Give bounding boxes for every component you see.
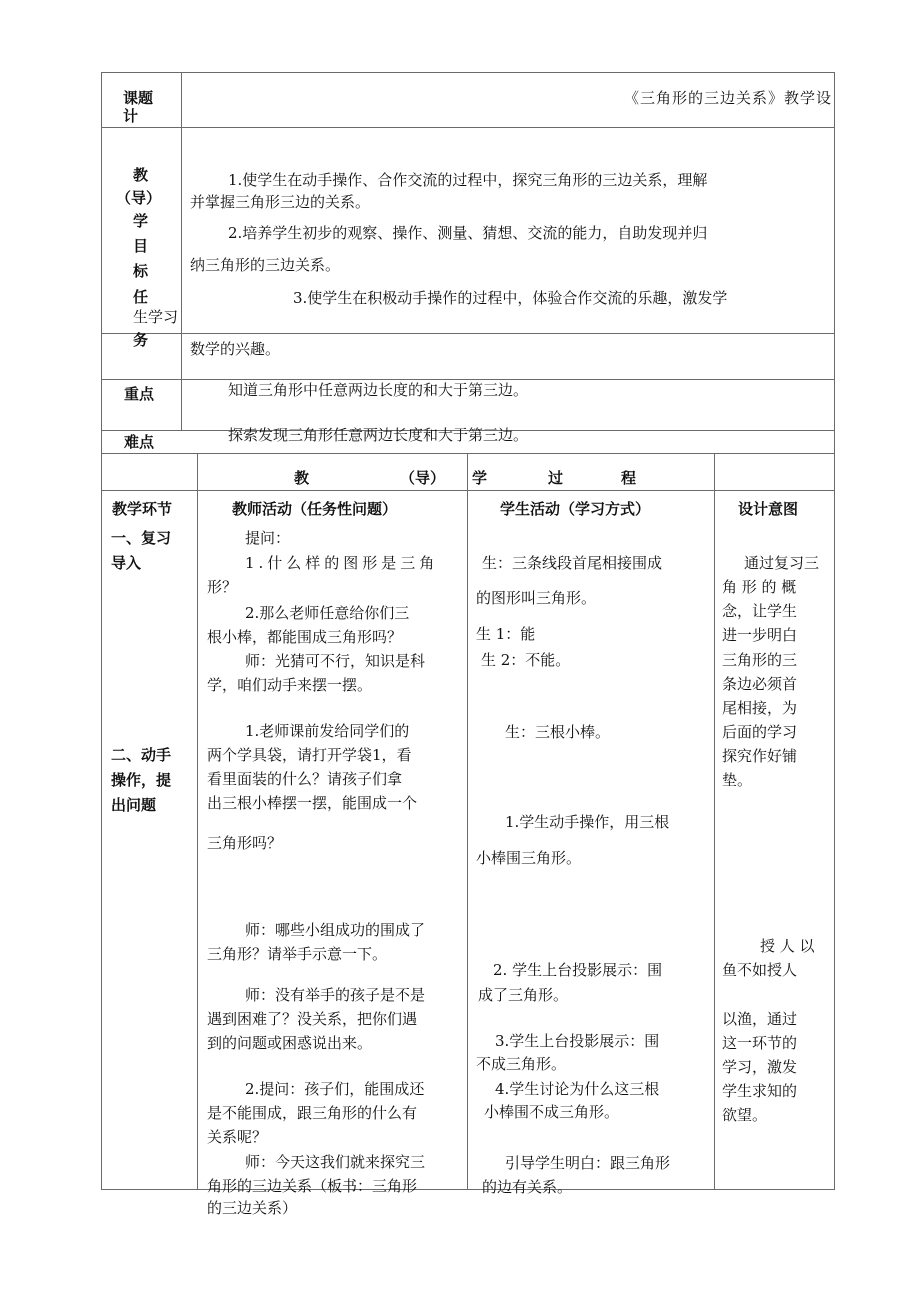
table-right-border — [834, 72, 835, 1190]
column-header-stage: 教学环节 — [112, 500, 173, 518]
column-header-intent: 设计意图 — [738, 500, 799, 518]
teacher-line: 2.提问：孩子们，能围成还 — [245, 1080, 425, 1098]
column-divider — [197, 453, 198, 1190]
row-divider — [101, 127, 835, 128]
student-line: 2. 学生上台投影展示：围 — [493, 961, 663, 979]
process-header-char: 教 — [294, 469, 310, 487]
teacher-line: 提问： — [245, 529, 291, 547]
intent-line: 进一步明白 — [722, 626, 798, 644]
intent-line: 后面的学习 — [722, 723, 798, 741]
objectives-label-char: 任 — [133, 288, 149, 306]
teacher-line: 两个学具袋，请打开学袋1，看 — [207, 746, 412, 764]
teacher-line: 关系呢？ — [207, 1128, 268, 1146]
teacher-line: 师：光猜可不行，知识是科 — [245, 652, 426, 670]
student-line: 生：三条线段首尾相接围成 — [482, 554, 663, 572]
intent-line: 授 人 以 — [760, 937, 815, 955]
student-line: 小棒围不成三角形。 — [484, 1103, 620, 1121]
student-line: 1.学生动手操作，用三根 — [505, 813, 670, 831]
intent-line: 条边必须首 — [722, 675, 798, 693]
label-column-divider — [181, 72, 182, 430]
key-point-label: 重点 — [124, 385, 155, 403]
teacher-line: 学，咱们动手来摆一摆。 — [207, 676, 373, 694]
page-title: 《三角形的三边关系》教学设 — [623, 89, 832, 107]
student-line: 的边有关系。 — [482, 1178, 573, 1196]
objectives-label-overflow: 生学习 — [133, 308, 179, 326]
intent-line: 学生求知的 — [722, 1082, 798, 1100]
teacher-line: 形？ — [207, 578, 238, 596]
column-header-teacher: 教师活动（任务性问题） — [232, 500, 398, 518]
student-line: 生：三根小棒。 — [505, 723, 611, 741]
difficulty-text: 探索发现三角形任意两边长度和大于第三边。 — [228, 426, 529, 444]
intent-line: 鱼不如授人 — [722, 961, 798, 979]
objective-line: 并掌握三角形三边的关系。 — [190, 193, 371, 211]
teacher-line: 师：哪些小组成功的围成了 — [245, 921, 426, 939]
teacher-line: 出三根小棒摆一摆，能围成一个 — [207, 794, 418, 812]
teacher-line: 的三边关系） — [207, 1199, 298, 1217]
intent-line: 这一环节的 — [722, 1034, 798, 1052]
student-line: 4.学生讨论为什么这三根 — [495, 1080, 660, 1098]
stage-label: 一、复习 — [111, 529, 172, 547]
process-header-char: 程 — [621, 469, 637, 487]
intent-line: 念，让学生 — [722, 602, 798, 620]
objective-line: 3.使学生在积极动手操作的过程中，体验合作交流的乐趣，激发学 — [293, 289, 728, 307]
objective-line: 数学的兴趣。 — [190, 340, 281, 358]
topic-label: 课题 — [123, 89, 154, 107]
objective-line: 2.培养学生初步的观察、操作、测量、猜想、交流的能力，自助发现并归 — [228, 224, 708, 242]
student-line: 的图形叫三角形。 — [476, 589, 597, 607]
objective-line: 纳三角形的三边关系。 — [190, 256, 341, 274]
student-line: 成了三角形。 — [478, 986, 569, 1004]
objectives-label-char: 教 — [133, 166, 149, 184]
student-line: 生 1：能 — [476, 625, 536, 643]
teacher-line: 角形的三边关系（板书：三角形 — [207, 1177, 418, 1195]
column-divider — [714, 453, 715, 1190]
teacher-line: 三角形？请举手示意一下。 — [207, 945, 388, 963]
intent-line: 欲望。 — [722, 1106, 768, 1124]
teacher-line: 看里面装的什么？请孩子们拿 — [207, 770, 403, 788]
teacher-line: 到的问题或困惑说出来。 — [207, 1034, 373, 1052]
teacher-line: 师：没有举手的孩子是不是 — [245, 986, 426, 1004]
objectives-label-char: 学 — [133, 212, 149, 230]
intent-line: 学习，激发 — [722, 1058, 798, 1076]
row-divider — [101, 490, 835, 491]
intent-line: 三角形的三 — [722, 651, 798, 669]
student-line: 不成三角形。 — [476, 1055, 567, 1073]
table-left-border — [101, 72, 102, 1190]
student-line: 生 2：不能。 — [481, 651, 571, 669]
teacher-line: 是不能围成，跟三角形的什么有 — [207, 1104, 418, 1122]
column-header-student: 学生活动（学习方式） — [500, 500, 651, 518]
key-point-text: 知道三角形中任意两边长度的和大于第三边。 — [228, 381, 529, 399]
row-divider — [101, 333, 835, 334]
intent-line: 以渔，通过 — [722, 1010, 798, 1028]
stage-label: 操作，提 — [111, 771, 172, 789]
difficulty-label: 难点 — [124, 433, 155, 451]
student-line: 3.学生上台投影展示：围 — [495, 1032, 660, 1050]
objectives-label-char: （导） — [116, 189, 162, 207]
stage-label: 二、动手 — [111, 746, 172, 764]
objectives-label-char: 务 — [133, 331, 149, 349]
teacher-line: 1.老师课前发给同学们的 — [245, 722, 410, 740]
topic-label-cont: 计 — [123, 107, 139, 125]
teacher-line: 遇到困难了？没关系，把你们遇 — [207, 1010, 418, 1028]
teacher-line: 根小棒，都能围成三角形吗？ — [207, 628, 403, 646]
teacher-line: 师：今天这我们就来探究三 — [245, 1153, 426, 1171]
process-header-char: 过 — [548, 469, 564, 487]
objectives-label-char: 标 — [133, 262, 149, 280]
intent-line: 角 形 的 概 — [722, 578, 797, 596]
stage-label: 导入 — [111, 554, 142, 572]
student-line: 小棒围三角形。 — [476, 849, 582, 867]
objective-line: 1.使学生在动手操作、合作交流的过程中，探究三角形的三边关系，理解 — [228, 171, 708, 189]
column-divider — [467, 453, 468, 1190]
intent-line: 通过复习三 — [744, 554, 820, 572]
table-top-border — [101, 72, 835, 73]
teacher-line: 三角形吗？ — [207, 834, 283, 852]
teacher-line: 1.什么样的图形是三角 — [245, 554, 439, 572]
intent-line: 垫。 — [722, 771, 753, 789]
intent-line: 尾相接，为 — [722, 699, 798, 717]
row-divider — [101, 453, 835, 454]
process-header-char: 学 — [472, 469, 488, 487]
stage-label: 出问题 — [111, 796, 157, 814]
objectives-label-char: 目 — [133, 237, 149, 255]
teacher-line: 2.那么老师任意给你们三 — [245, 604, 410, 622]
intent-line: 探究作好铺 — [722, 747, 798, 765]
student-line: 引导学生明白：跟三角形 — [505, 1154, 671, 1172]
process-header-char: （导） — [400, 469, 446, 487]
